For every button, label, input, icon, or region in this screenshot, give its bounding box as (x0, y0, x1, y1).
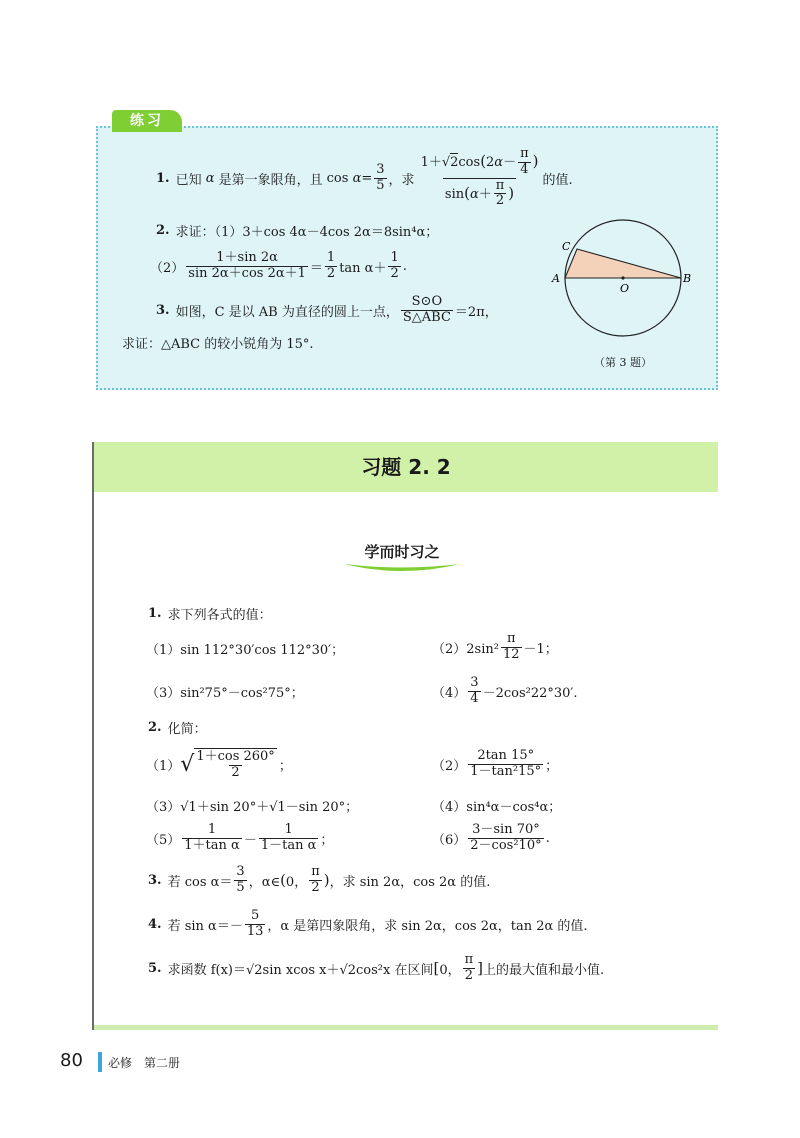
label-a: A (552, 272, 560, 285)
exercise-question-2: 2. 化简： (148, 720, 207, 737)
exercise-question-4: 4. 若 sin α＝－ $\frac{5}{13}$ ，α 是第四象限角，求 sin 2α，cos 2α，tan 2α 的值. (148, 907, 588, 939)
ribbon-title: 学而时习之 (364, 543, 440, 561)
fraction-big-expression: 1＋√2cos(2α－ $\frac{\pi}{4}$ ) sin(α＋ $\frac{\pi}{2}$ ) (420, 145, 539, 209)
practice-title-tab: 练习 (112, 110, 182, 132)
exercise-2-part-3: （3）√1＋sin 20°＋√1－sin 20°； (146, 800, 359, 815)
circle-figure (550, 216, 700, 346)
exercise-2-part-5: （5） $\frac{1}{\text{1＋tan α}}$ － $\frac{1}{\text{1－tan α}}$ ； (146, 821, 334, 853)
book-title: 必修 第二册 (108, 1056, 181, 1070)
practice-question-3: 3. 如图，C 是以 AB 为直径的圆上一点， $\frac{S⊙O}{\text{S△ABC}}$ ＝2π， (156, 293, 498, 325)
exercise-1-part-4: （4） $\frac{3}{4}$ －2cos²22°30′. (432, 674, 578, 706)
exercise-2-part-1: （1） √ $\frac{1+\cos 260^\circ}{2}$ ； (146, 748, 292, 780)
practice-question-3-line-2: 求证：△ABC 的较小锐角为 15°. (122, 336, 314, 352)
section-bottom-rule (94, 1025, 718, 1030)
practice-question-2: 2. 求证：（1）3＋cos 4α－4cos 2α＝8sin⁴α； (156, 222, 439, 240)
exercise-1-part-2: （2）2sin² $\frac{\pi}{12}$ －1； (432, 630, 558, 662)
exercise-2-part-2: （2） $\frac{2\tan 15^\circ}{\text{1－tan²15°}}$ ； (432, 747, 559, 779)
exercise-title: 习题 2. 2 (92, 442, 718, 492)
page-number: 80 (60, 1050, 83, 1071)
fraction-3-5: $\frac{3}{5}$ (376, 161, 385, 193)
exercise-2-part-4: （4）sin⁴α－cos⁴α； (432, 800, 562, 815)
label-c: C (562, 240, 571, 253)
section-left-rule (92, 492, 94, 1030)
exercise-2-part-6: （6） $\frac{3-\sin 70^\circ}{\text{2－cos²10°}}$ . (432, 821, 550, 853)
practice-question-1: 1. 已知 α 是第一象限角，且 cos α = $\frac{3}{5}$ ，求 1＋√2cos(2α－ $\frac{\pi}{4}$ ) sin(α＋ $\frac{\pi}{2}$ ) 的值. (156, 145, 573, 209)
practice-question-2-part-2: （2） $\frac{1+\sin 2\alpha}{\sin 2\alpha+\cos 2\alpha+1}$ ＝ $\frac{1}{2}$ tan α＋ $\frac{1}{2}$ . (150, 249, 407, 281)
exercise-question-1: 1. 求下列各式的值： (148, 606, 272, 623)
exercise-1-part-1: （1）sin 112°30′cos 112°30′； (146, 643, 345, 658)
label-b: B (683, 272, 692, 285)
exercise-question-5: 5. 求函数 f(x)＝√2sin xcos x＋√2cos²x 在区间 [ 0， $\frac{\pi}{2}$ ] 上的最大值和最小值. (148, 951, 605, 983)
figure-caption: （第 3 题） (594, 356, 652, 369)
exercise-question-3: 3. 若 cos α＝ $\frac{3}{5}$ ，α∈ ( 0， $\frac{\pi}{2}$ ) ，求 sin 2α，cos 2α 的值. (148, 863, 491, 895)
footer-accent-bar (98, 1052, 102, 1072)
triangle-abc (565, 249, 681, 278)
label-o: O (620, 282, 630, 295)
center-point (621, 276, 624, 279)
exercise-1-part-3: （3）sin²75°－cos²75°； (146, 686, 304, 701)
